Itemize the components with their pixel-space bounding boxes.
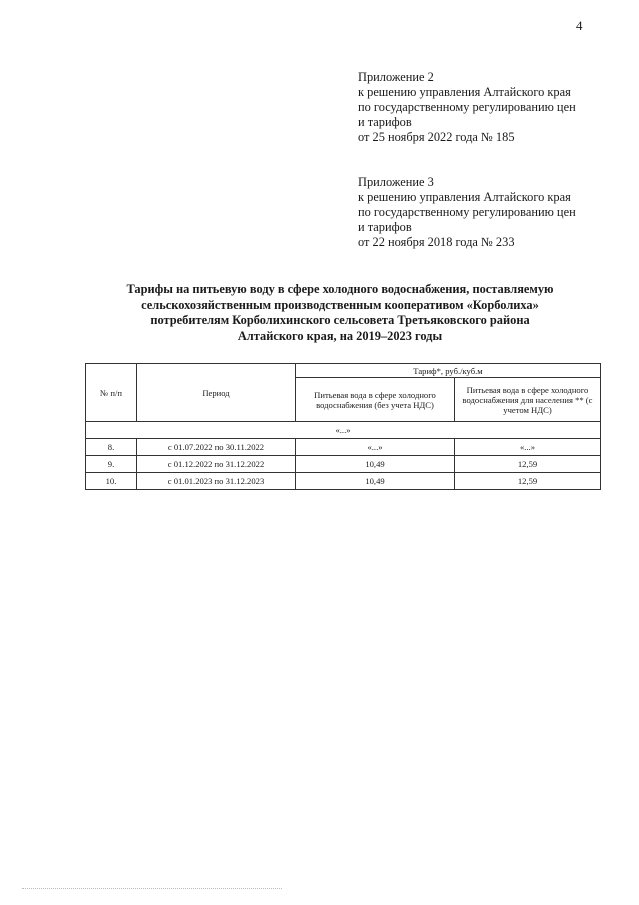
header-tariff-no-vat: Питьевая вода в сфере холодного водоснабжения (без учета НДС) bbox=[296, 378, 455, 422]
header-tariff-group: Тариф*, руб./куб.м bbox=[296, 364, 601, 378]
appendix-current-line: к решению управления Алтайского края bbox=[358, 85, 571, 99]
title-line: потребителям Корболихинского сельсовета Третьяковского района bbox=[150, 313, 530, 327]
appendix-current-line: от 25 ноября 2022 года № 185 bbox=[358, 130, 515, 144]
title-line: сельскохозяйственным производственным кооперативом «Корболиха» bbox=[141, 297, 539, 312]
header-period: Период bbox=[137, 364, 296, 422]
cell-period: с 01.07.2022 по 30.11.2022 bbox=[137, 439, 296, 456]
title-line: Алтайского края, на 2019–2023 годы bbox=[237, 328, 443, 343]
document-title bbox=[60, 282, 620, 344]
cell-num: 10. bbox=[86, 473, 137, 490]
appendix-original-line: от 22 ноября 2018 года № 233 bbox=[358, 235, 515, 249]
cell-tariff-no-vat: 10,49 bbox=[296, 473, 455, 490]
appendix-original-line: по государственному регулированию цен bbox=[358, 205, 576, 219]
cell-num: 8. bbox=[86, 439, 137, 456]
scan-edge-divider bbox=[22, 888, 282, 889]
cell-num: 9. bbox=[86, 456, 137, 473]
appendix-current-line: и тарифов bbox=[358, 115, 412, 129]
appendix-original-line: и тарифов bbox=[358, 220, 412, 234]
title-line: Тарифы на питьевую воду в сфере холодного водоснабжения, поставляемую bbox=[126, 282, 554, 296]
appendix-original-header bbox=[358, 175, 618, 250]
table-row bbox=[86, 456, 601, 473]
table-row bbox=[86, 473, 601, 490]
omission-row: «...» bbox=[86, 422, 601, 439]
tariff-table bbox=[85, 363, 601, 490]
cell-tariff-with-vat: 12,59 bbox=[455, 456, 601, 473]
cell-tariff-with-vat: «...» bbox=[455, 439, 601, 456]
page-number: 4 bbox=[576, 18, 583, 33]
header-num: № п/п bbox=[86, 364, 137, 422]
cell-tariff-no-vat: «...» bbox=[296, 439, 455, 456]
appendix-original-line: к решению управления Алтайского края bbox=[358, 190, 571, 204]
table-row bbox=[86, 439, 601, 456]
cell-tariff-no-vat: 10,49 bbox=[296, 456, 455, 473]
appendix-current-line: по государственному регулированию цен bbox=[358, 100, 576, 114]
appendix-current-line: Приложение 2 bbox=[358, 70, 434, 84]
appendix-current-header bbox=[358, 70, 618, 145]
cell-period: с 01.01.2023 по 31.12.2023 bbox=[137, 473, 296, 490]
header-tariff-with-vat: Питьевая вода в сфере холодного водоснабжения для населения ** (с учетом НДС) bbox=[455, 378, 601, 422]
cell-period: с 01.12.2022 по 31.12.2022 bbox=[137, 456, 296, 473]
appendix-original-line: Приложение 3 bbox=[358, 175, 434, 189]
cell-tariff-with-vat: 12,59 bbox=[455, 473, 601, 490]
